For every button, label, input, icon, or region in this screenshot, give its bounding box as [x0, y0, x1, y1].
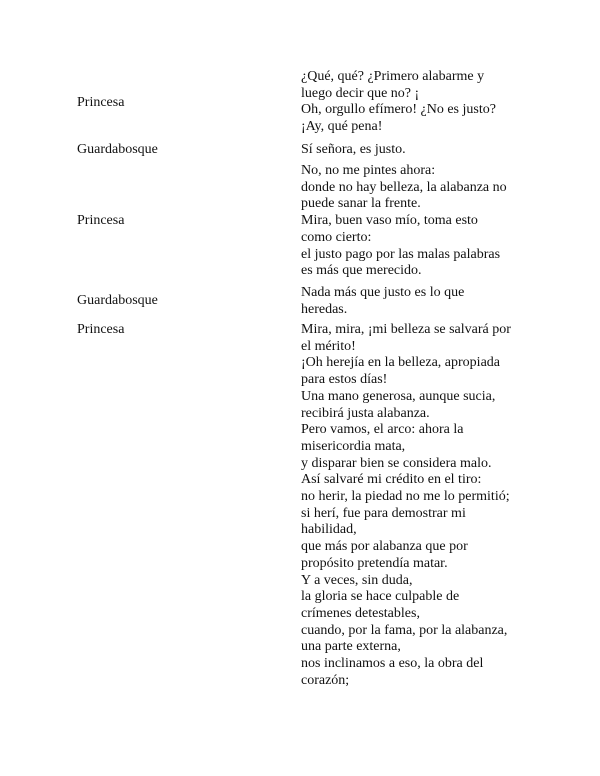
speech-line: ¿Qué, qué? ¿Primero alabarme y [301, 69, 485, 84]
speech-text [301, 142, 533, 159]
speech-line: y disparar bien se considera malo. [301, 455, 492, 471]
speech-line: donde no hay belleza, la alabanza no [301, 179, 507, 195]
speech-line: la gloria se hace culpable de [301, 589, 460, 605]
speaker-name: Guardabosque [77, 293, 158, 308]
speech-line: Mira, mira, ¡mi belleza se salvará por [301, 322, 511, 337]
speech-line: no herir, la piedad no me lo permitió; [301, 489, 510, 505]
speech-text [301, 69, 533, 136]
speech-line: Y a veces, sin duda, [301, 572, 413, 588]
speech-line: Nada más que justo es lo que [301, 285, 465, 300]
speech-line: ¡Ay, qué pena! [301, 119, 383, 135]
speech-text [301, 163, 533, 280]
speech-line: como cierto: [301, 229, 372, 245]
speech-line: cuando, por la fama, por la alabanza, [301, 622, 508, 638]
speech-text [301, 285, 533, 318]
speech-line: corazón; [301, 672, 350, 688]
dialogue-row [0, 285, 600, 321]
speech-line: heredas. [301, 301, 348, 317]
speech-line: Mira, buen vaso mío, toma esto [301, 213, 478, 229]
speech-line: Oh, orgullo efímero! ¿No es justo? [301, 102, 496, 118]
speech-line: puede sanar la frente. [301, 196, 421, 212]
speech-line: el mérito! [301, 338, 356, 354]
speech-line: misericordia mata, [301, 438, 406, 454]
speaker-name: Princesa [77, 95, 125, 110]
speech-text [301, 322, 533, 689]
dialogue-row [0, 69, 600, 139]
speech-line: una parte externa, [301, 639, 401, 655]
speaker-name: Princesa [77, 213, 125, 228]
speech-line: si herí, fue para demostrar mi [301, 505, 466, 521]
dialogue-row [0, 322, 600, 694]
speech-line: recibirá justa alabanza. [301, 405, 430, 421]
speech-line: propósito pretendía matar. [301, 555, 448, 571]
dialogue-row [0, 142, 600, 160]
speech-line: Sí señora, es justo. [301, 142, 406, 157]
speech-line: Así salvaré mi crédito en el tiro: [301, 472, 482, 488]
speech-line: para estos días! [301, 372, 388, 388]
speech-line: ¡Oh herejía en la belleza, apropiada [301, 355, 501, 371]
speech-line: que más por alabanza que por [301, 539, 468, 555]
speech-line: nos inclinamos a eso, la obra del [301, 656, 484, 672]
speech-line: es más que merecido. [301, 263, 422, 279]
speaker-name: Princesa [77, 322, 125, 337]
dialogue-row [0, 163, 600, 281]
speech-line: Pero vamos, el arco: ahora la [301, 422, 464, 438]
speech-line: No, no me pintes ahora: [301, 163, 436, 178]
speech-line: crímenes detestables, [301, 605, 420, 621]
speech-line: habilidad, [301, 522, 357, 538]
speech-line: Una mano generosa, aunque sucia, [301, 388, 496, 404]
speech-line: el justo pago por las malas palabras [301, 246, 501, 262]
speaker-name: Guardabosque [77, 142, 158, 157]
speech-line: luego decir que no? ¡ [301, 85, 420, 101]
